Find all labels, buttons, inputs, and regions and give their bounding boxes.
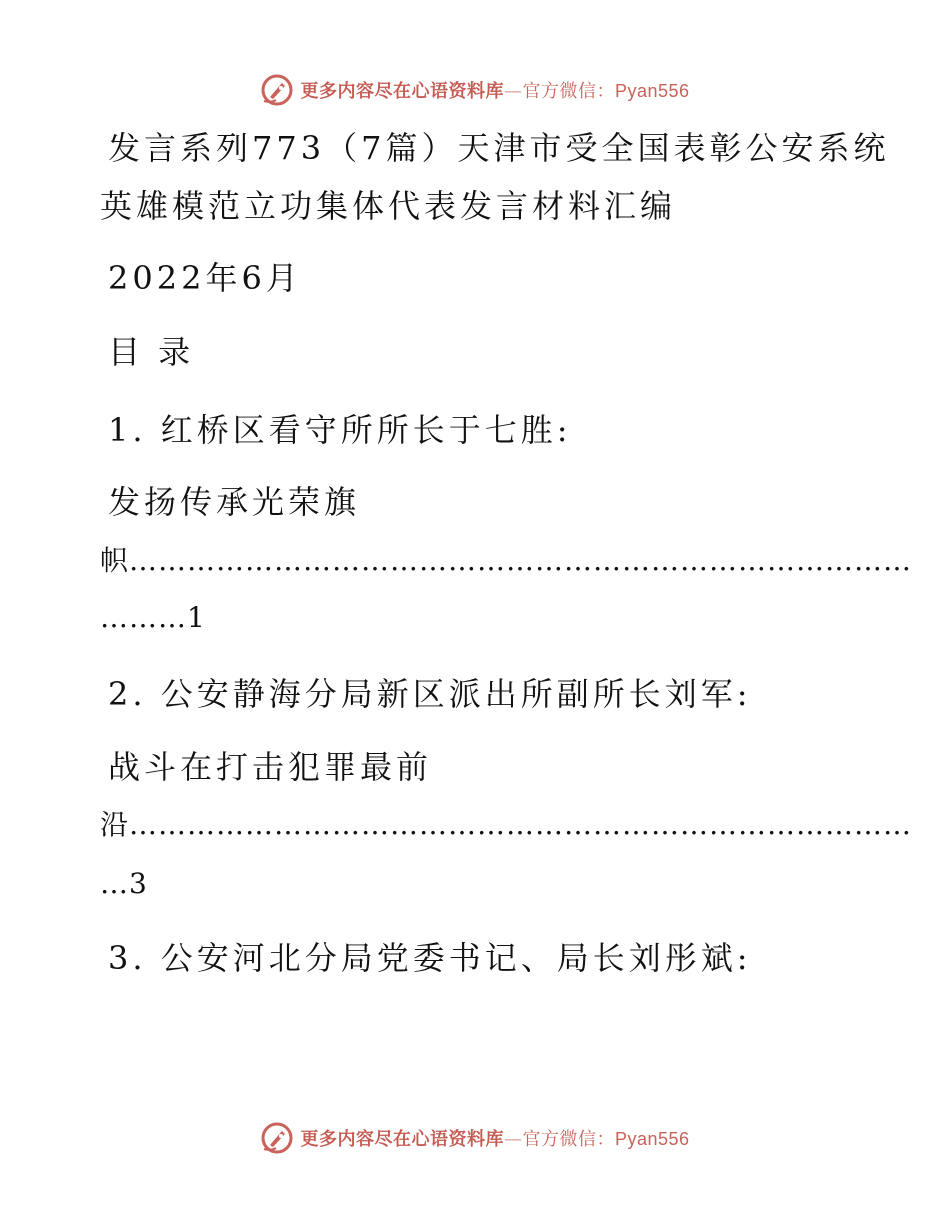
footer-watermark-banner	[0, 1118, 950, 1158]
toc-item-1-title: 发扬传承光荣旗	[108, 483, 361, 521]
header-watermark-banner	[0, 70, 950, 110]
watermark-wechat-id: Pyan556	[614, 1129, 690, 1149]
toc-item-2-page: …3	[100, 867, 148, 900]
document-title-line-1: 发言系列773（7篇）天津市受全国表彰公安系统	[108, 129, 890, 167]
toc-item-1-heading: 1. 红桥区看守所所长于七胜:	[108, 411, 572, 449]
watermark-wechat-label: 官方微信：	[522, 1129, 615, 1150]
toc-item-2-title: 战斗在打击犯罪最前	[108, 748, 433, 786]
watermark-wechat-id: Pyan556	[614, 81, 690, 101]
watermark-dash: —	[503, 1129, 523, 1150]
watermark-site: 更多内容尽在心语资料库	[300, 1129, 504, 1150]
toc-item-2-leader: 沿………………………………………………………………………	[100, 808, 913, 841]
pen-nib-circle-icon	[260, 1121, 294, 1155]
toc-item-2-heading: 2. 公安静海分局新区派出所副所长刘军:	[108, 675, 752, 713]
watermark-wechat-label: 官方微信：	[522, 81, 615, 102]
document-title-line-2: 英雄模范立功集体代表发言材料汇编	[100, 187, 677, 225]
pen-nib-circle-icon	[260, 73, 294, 107]
toc-item-1-page: ………1	[100, 601, 206, 634]
watermark-text	[300, 1125, 689, 1151]
watermark-dash: —	[503, 81, 523, 102]
toc-heading: 目 录	[108, 333, 195, 371]
watermark-site: 更多内容尽在心语资料库	[300, 81, 504, 102]
watermark-text	[300, 77, 689, 103]
toc-item-1-leader: 帜………………………………………………………………………	[100, 544, 913, 577]
toc-item-3-heading: 3. 公安河北分局党委书记、局长刘彤斌:	[108, 939, 752, 977]
document-date: 2022年6月	[108, 259, 302, 297]
